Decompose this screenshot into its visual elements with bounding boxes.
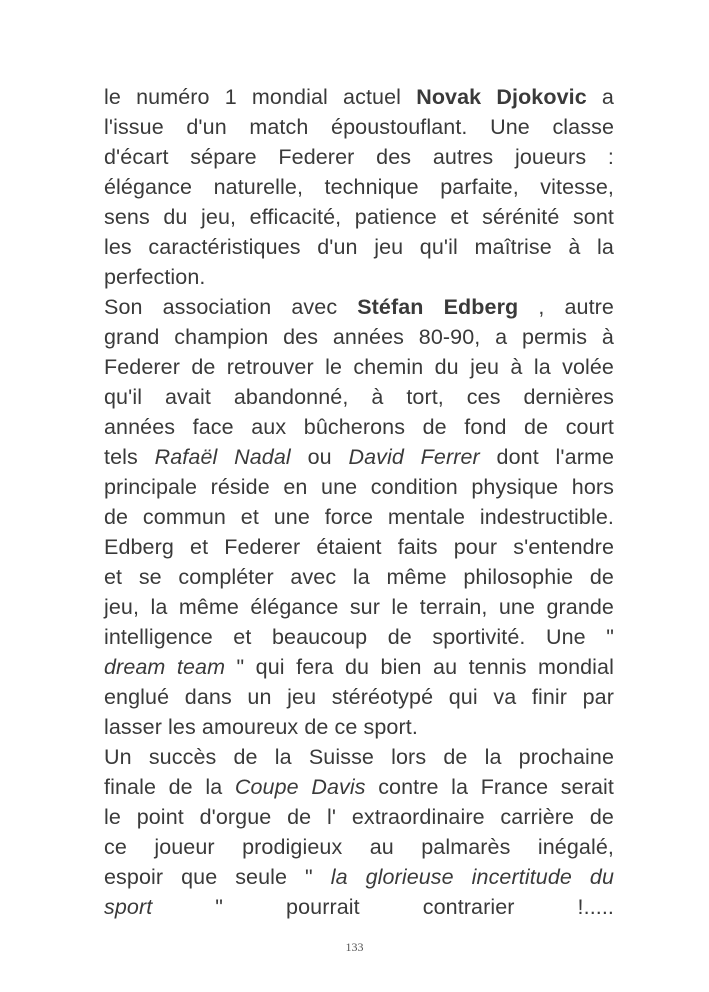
text-line <box>104 802 614 832</box>
bold-text: Novak Djokovic <box>416 85 587 109</box>
text-line <box>104 352 614 382</box>
text-line <box>104 82 614 112</box>
text-span: l'issue d'un match époustouflant. Une classe <box>104 115 614 139</box>
text-line <box>104 592 614 622</box>
text-span: " qui fera du bien au tennis mondial <box>225 655 614 679</box>
italic-text: sport <box>104 895 153 919</box>
text-span: années face aux bûcherons de fond de court <box>104 415 614 439</box>
text-span: sens du jeu, efficacité, patience et sérénité sont <box>104 205 614 229</box>
text-span: perfection. <box>104 265 206 289</box>
text-line <box>104 172 614 202</box>
text-span: dont l'arme <box>479 445 615 469</box>
italic-text: la glorieuse incertitude du <box>330 865 614 889</box>
text-line <box>104 622 614 652</box>
text-span: ce joueur prodigieux au palmarès inégalé, <box>104 835 614 859</box>
bold-text: Stéfan Edberg <box>357 295 519 319</box>
text-line <box>104 532 614 562</box>
text-span: espoir que seule " <box>104 865 331 889</box>
text-line <box>104 742 614 772</box>
text-span: lasser les amoureux de ce sport. <box>104 715 418 739</box>
text-span: intelligence et beaucoup de sportivité. Une " <box>104 625 614 649</box>
text-span: a <box>586 85 614 109</box>
text-span: englué dans un jeu stéréotypé qui va finir par <box>104 685 614 709</box>
text-line <box>104 382 614 412</box>
text-line <box>104 652 614 682</box>
text-line <box>104 712 614 742</box>
text-line <box>104 232 614 262</box>
italic-text: David Ferrer <box>348 445 480 469</box>
text-span: tels <box>104 445 155 469</box>
text-span: Un succès de la Suisse lors de la prochaine <box>104 745 614 769</box>
text-span: contre la France serait <box>365 775 614 799</box>
text-line <box>104 772 614 802</box>
text-span: les caractéristiques d'un jeu qu'il maîtrise à la <box>104 235 614 259</box>
text-line <box>104 142 614 172</box>
text-line <box>104 112 614 142</box>
text-line <box>104 892 614 922</box>
text-span: grand champion des années 80-90, a permis à <box>104 325 614 349</box>
text-span: , autre <box>518 295 614 319</box>
text-line <box>104 682 614 712</box>
italic-text: dream team <box>104 655 226 679</box>
text-line <box>104 292 614 322</box>
page-number: 133 <box>345 940 364 954</box>
text-span: principale réside en une condition physique hors <box>104 475 614 499</box>
text-span: finale de la <box>104 775 235 799</box>
text-span: ou <box>290 445 349 469</box>
italic-text: Coupe Davis <box>234 775 366 799</box>
text-span: et se compléter avec la même philosophie de <box>104 565 614 589</box>
text-line <box>104 472 614 502</box>
text-span: jeu, la même élégance sur le terrain, une grande <box>104 595 614 619</box>
text-line <box>104 502 614 532</box>
text-span: de commun et une force mentale indestructible. <box>104 505 614 529</box>
italic-text: Rafaël Nadal <box>154 445 291 469</box>
text-line <box>104 562 614 592</box>
text-line <box>104 862 614 892</box>
text-line <box>104 322 614 352</box>
text-line <box>104 412 614 442</box>
text-line <box>104 442 614 472</box>
text-span: le point d'orgue de l' extraordinaire carrière de <box>104 805 614 829</box>
text-span: Federer de retrouver le chemin du jeu à la volée <box>104 355 614 379</box>
text-span: élégance naturelle, technique parfaite, vitesse, <box>104 175 614 199</box>
text-line <box>104 262 614 292</box>
text-line <box>104 202 614 232</box>
text-line <box>104 832 614 862</box>
text-span: " pourrait contrarier !..... <box>152 895 614 919</box>
text-span: qu'il avait abandonné, à tort, ces dernières <box>104 385 614 409</box>
text-span: le numéro 1 mondial actuel <box>104 85 417 109</box>
text-span: d'écart sépare Federer des autres joueurs : <box>104 145 614 169</box>
text-span: Edberg et Federer étaient faits pour s'entendre <box>104 535 614 559</box>
text-span: Son association avec <box>104 295 358 319</box>
